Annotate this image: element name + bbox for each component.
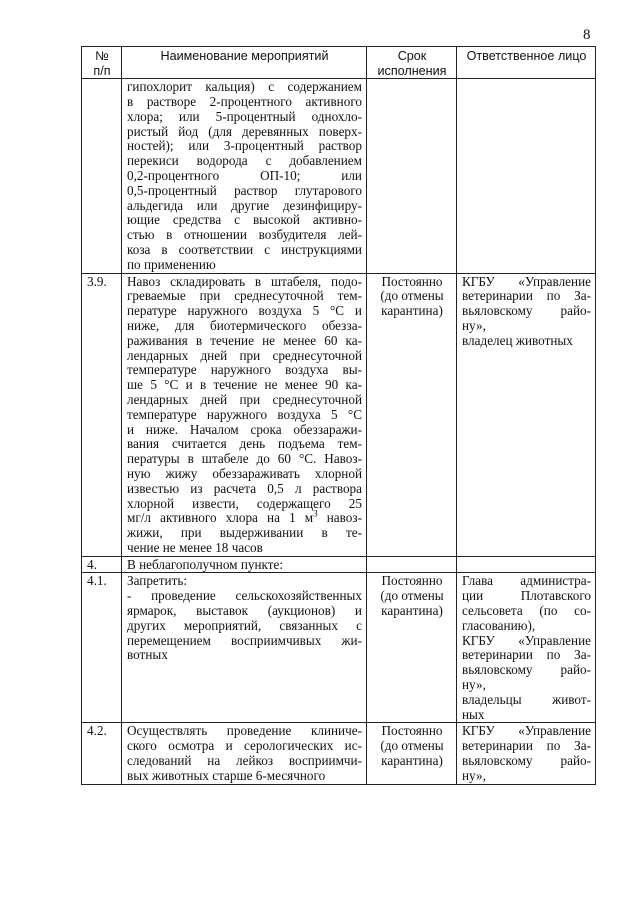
text-line: лендарных дней при среднесуточной <box>127 391 362 407</box>
measure-text <box>122 79 367 273</box>
row-number: 4.2. <box>82 723 122 784</box>
table-row <box>82 273 596 556</box>
text-line: альдегида или другие дезинфициру- <box>127 197 362 213</box>
text-line: чение не менее 18 часов <box>127 539 263 555</box>
text-line: гипохлорит кальция) с содержанием <box>127 79 362 95</box>
deadline <box>367 79 457 273</box>
text-line: Постоянно <box>381 573 443 589</box>
text-line: ниже, для биотермического обезза- <box>127 317 362 333</box>
text-line: Постоянно <box>381 723 443 739</box>
text-line: жижи, при выдерживании в те- <box>127 525 362 541</box>
deadline <box>367 273 457 556</box>
header-measures: Наименование мероприятий <box>122 47 367 79</box>
text-line: КГБУ «Управление <box>462 723 591 739</box>
responsible <box>457 556 596 573</box>
measure-text <box>122 556 367 573</box>
text-line: в растворе 2-процентного активного <box>127 93 362 109</box>
responsible <box>457 79 596 273</box>
deadline <box>367 556 457 573</box>
table-row <box>82 723 596 784</box>
text-line: (до отмены <box>380 588 444 604</box>
text-line: вания считается день подъема тем- <box>127 436 362 452</box>
responsible <box>457 573 596 723</box>
table-row <box>82 79 596 273</box>
text-line: (до отмены <box>380 738 444 754</box>
text-line: Постоянно <box>381 273 443 289</box>
text-line: ции Плотавского <box>462 588 591 604</box>
deadline <box>367 723 457 784</box>
measure-text <box>122 273 367 556</box>
table-row <box>82 573 596 723</box>
superscript: 3 <box>313 508 318 519</box>
text-line: КГБУ «Управление <box>462 273 591 289</box>
text-line: карантина) <box>381 753 443 769</box>
row-number: 3.9. <box>82 273 122 556</box>
text-line: владельцы живот- <box>462 691 591 707</box>
measure-text <box>122 723 367 784</box>
text-line: вотных <box>127 647 168 663</box>
table-header-row <box>82 47 596 79</box>
text-line: вьяловскому райо- <box>462 662 591 678</box>
page-number: 8 <box>583 27 591 43</box>
text-line: Запретить: <box>127 573 188 589</box>
text-line: следований на лейкоз восприимчи- <box>127 753 362 769</box>
text-line: известью из расчета 0,5 л раствора <box>127 480 362 496</box>
text-line: ше 5 °С и в течение не менее 90 ка- <box>127 377 362 393</box>
text-line: ющие средства с высокой активно- <box>127 212 362 228</box>
text-line: и ниже. Началом срока обеззаражи- <box>127 421 362 437</box>
text-line: других мероприятий, связанных с <box>127 617 362 633</box>
text-line: греваемые при среднесуточной тем- <box>127 288 362 304</box>
text-line: ну», <box>462 767 486 783</box>
text-fragment: мг/л активного хлора на 1 м <box>127 510 314 526</box>
header-responsible: Ответственное лицо <box>457 47 596 79</box>
row-number: 4. <box>82 556 122 573</box>
responsible <box>457 273 596 556</box>
text-line: вьяловскому райо- <box>462 753 591 769</box>
measures-table <box>81 46 596 785</box>
text-line: лендарных дней при среднесуточной <box>127 347 362 363</box>
text-line: Навоз складировать в штабеля, подо- <box>127 273 362 289</box>
text-line: владелец животных <box>462 332 573 348</box>
text-line: температуре наружного воздуха вы- <box>127 362 362 378</box>
deadline <box>367 573 457 723</box>
text-line: В неблагополучном пункте: <box>127 556 284 572</box>
text-line <box>127 508 362 526</box>
text-line: пературы в штабеле до 60 °С. Навоз- <box>127 451 362 467</box>
text-line: КГБУ «Управление <box>462 632 591 648</box>
text-line: ных <box>462 706 485 722</box>
text-line: (до отмены <box>380 288 444 304</box>
table-row <box>82 556 596 573</box>
text-line: ского осмотра и серологических ис- <box>127 738 362 754</box>
text-line: Осуществлять проведение клиниче- <box>127 723 362 739</box>
text-line: ветеринарии по За- <box>462 288 591 304</box>
text-line: коза в соответствии с инструкциями <box>127 241 362 257</box>
text-line: ну», <box>462 677 486 693</box>
text-line: 0,2-процентного ОП-10; или <box>127 167 362 183</box>
measure-text <box>122 573 367 723</box>
text-line: хлорной извести, содержащего 25 <box>127 495 362 511</box>
text-line: сельсовета (по со- <box>462 603 591 619</box>
text-line: Глава администра- <box>462 573 591 589</box>
responsible <box>457 723 596 784</box>
text-line: ностей); или 3-процентный раствор <box>127 138 362 154</box>
row-number: 4.1. <box>82 573 122 723</box>
text-line: карантина) <box>381 603 443 619</box>
text-line: 0,5-процентный раствор глутарового <box>127 182 362 198</box>
text-line: пературе наружного воздуха 5 °С и <box>127 303 362 319</box>
header-number: № п/п <box>82 47 122 79</box>
text-line: перемещением восприимчивых жи- <box>127 632 362 648</box>
text-line: температуре наружного воздуха 5 °С <box>127 406 362 422</box>
text-line: карантина) <box>381 303 443 319</box>
text-line: раживания в течение не менее 60 ка- <box>127 332 362 348</box>
text-line: ветеринарии по За- <box>462 647 591 663</box>
text-line: ристый йод (для деревянных поверх- <box>127 123 362 139</box>
text-line: перекиси водорода с добавлением <box>127 153 362 169</box>
text-line: стью в отношении возбудителя лей- <box>127 227 362 243</box>
text-line: ветеринарии по За- <box>462 738 591 754</box>
text-line: ярмарок, выставок (аукционов) и <box>127 603 362 619</box>
text-fragment: навоз- <box>317 510 362 526</box>
text-line: вых животных старше 6-месячного <box>127 767 326 783</box>
text-line: ну», <box>462 317 486 333</box>
text-line: - проведение сельскохозяйственных <box>127 588 362 604</box>
text-line: по применению <box>127 256 216 272</box>
header-deadline: Срок исполнения <box>367 47 457 79</box>
text-line: хлора; или 5-процентный однохло- <box>127 108 362 124</box>
text-line: ную жижу обеззараживать хлорной <box>127 465 362 481</box>
text-line: гласованию), <box>462 617 536 633</box>
text-line: вьяловскому райо- <box>462 303 591 319</box>
row-number <box>82 79 122 273</box>
